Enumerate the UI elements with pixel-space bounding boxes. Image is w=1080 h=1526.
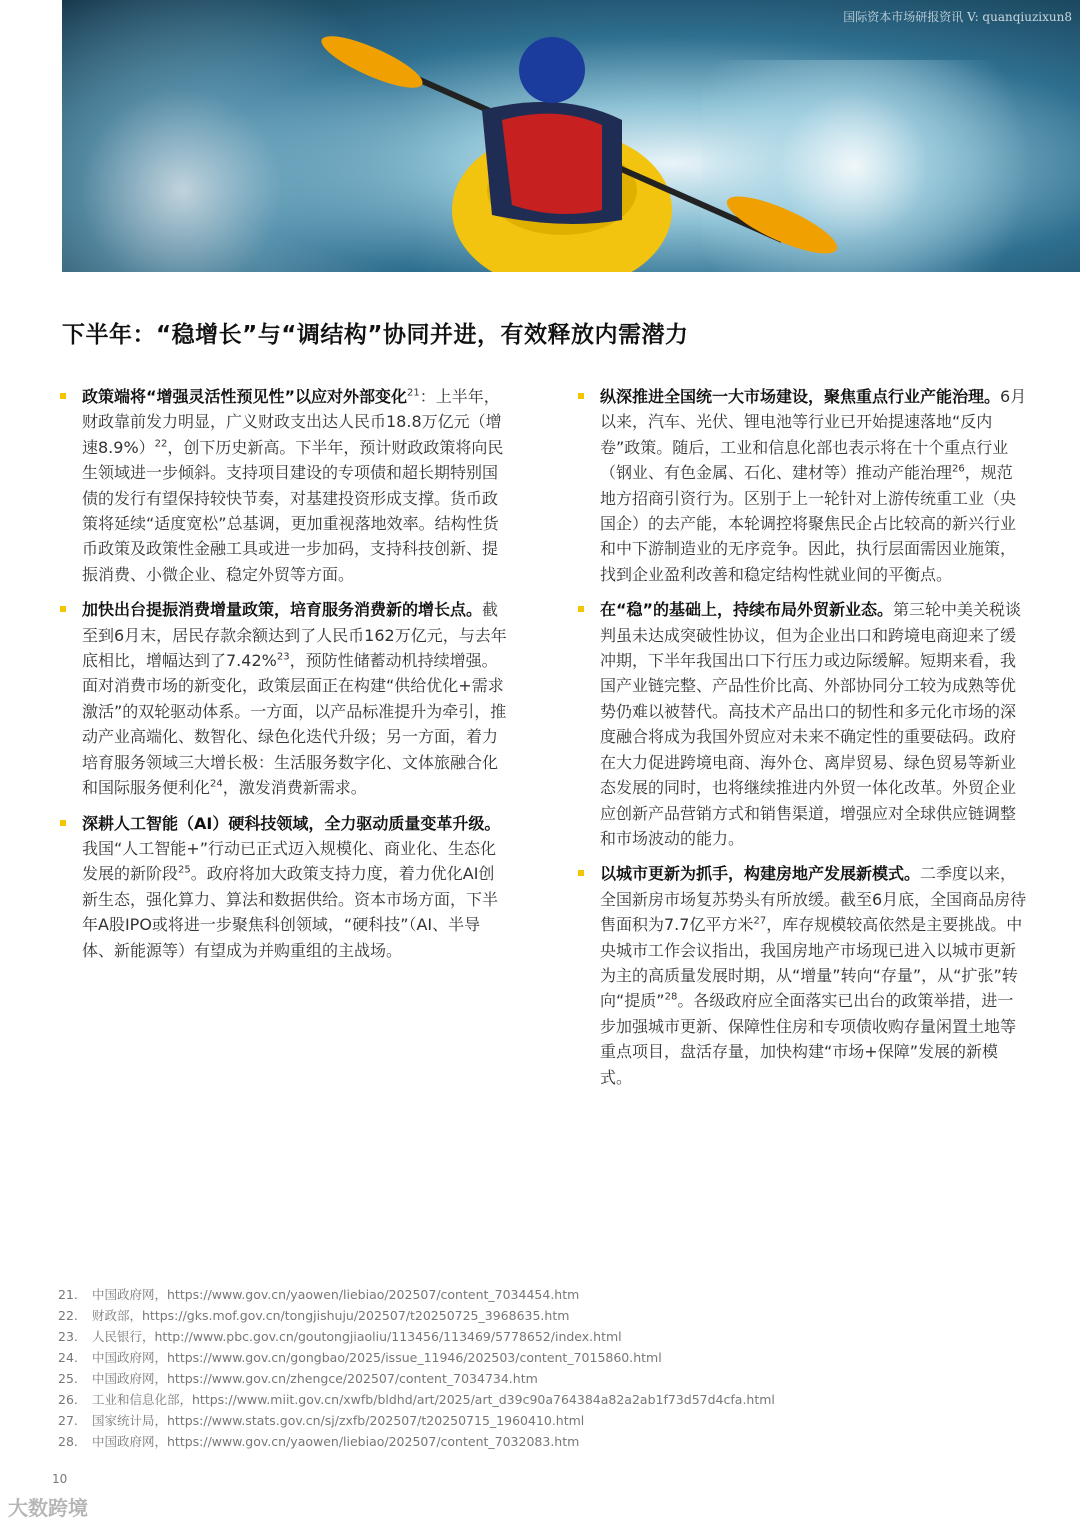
item-body: 我国“人工智能+”行动已正式迈入规模化、商业化、生态化发展的新阶段 <box>82 838 496 884</box>
item-lead: 深耕人工智能（AI）硬科技领域，全力驱动质量变革升级。 <box>82 813 501 833</box>
footnote-link[interactable]: 中国政府网，https://www.gov.cn/gongbao/2025/issue_11946/202503/content_7015860.html <box>92 1350 662 1365</box>
footnote-number: 26. <box>58 1392 78 1407</box>
item-body: 。政府将加大政策支持力度，着力优化AI创新生态，强化算力、算法和数据供给。资本市场方面，下半年A股IPO或将进一步聚焦科创领域，“硬科技”（AI、半导体、新能源等）有望成为并购重组的主战场。 <box>82 864 499 960</box>
left-column <box>60 384 510 973</box>
footnote-ref: 24 <box>210 778 223 790</box>
item-body: ，规范地方招商引资行为。区别于上一轮针对上游传统重工业（央国企）的去产能，本轮调控将聚焦民企占比较高的新兴行业和中下游制造业的无序竞争。因此，执行层面需因业施策，找到企业盈利改善和稳定结构性就业间的平衡点。 <box>600 463 1017 584</box>
right-column <box>578 384 1028 1100</box>
footnote <box>58 1389 775 1410</box>
footnote-ref: 25 <box>178 864 191 876</box>
footnote-link[interactable]: 中国政府网，https://www.gov.cn/yaowen/liebiao/202507/content_7034454.htm <box>92 1287 580 1302</box>
bullet-marker <box>60 393 66 399</box>
hero-image-kayaker <box>62 0 1080 272</box>
footnote-ref: 22 <box>154 438 168 450</box>
footnote-link[interactable]: 工业和信息化部，https://www.miit.gov.cn/xwfb/bldhd/art/2025/art_d39c90a764384a82a2ab1f73d57d4cfa.html <box>92 1392 775 1407</box>
watermark: 国际资本市场研报资讯 V: quanqiuzixun8 <box>843 10 1072 24</box>
footnote <box>58 1347 775 1368</box>
section-title: 下半年：“稳增长”与“调结构”协同并进，有效释放内需潜力 <box>62 322 689 348</box>
item-lead: 加快出台提振消费增量政策，培育服务消费新的增长点。 <box>82 600 483 620</box>
footnote-ref: 27 <box>753 915 767 927</box>
bullet-marker <box>578 870 584 876</box>
footnote <box>58 1368 775 1389</box>
footnote-link[interactable]: 国家统计局，https://www.stats.gov.cn/sj/zxfb/202507/t20250715_1960410.html <box>92 1413 585 1428</box>
page-number: 10 <box>52 1472 68 1486</box>
footnote-number: 27. <box>58 1413 78 1428</box>
footnote <box>58 1305 775 1326</box>
footnote-ref: 23 <box>276 651 290 663</box>
brand-watermark: 大数跨境 <box>8 1496 88 1520</box>
footnote-link[interactable]: 财政部，https://gks.mof.gov.cn/tongjishuju/202507/t20250725_3968635.htm <box>92 1308 570 1323</box>
item-body: 。各级政府应全面落实已出台的政策举措，进一步加强城市更新、保障性住房和专项债收购存量闲置土地等重点项目，盘活存量，加快构建“市场+保障”发展的新模式。 <box>600 991 1017 1087</box>
footnote-number: 21. <box>58 1287 78 1302</box>
footnote-number: 28. <box>58 1434 78 1449</box>
item-body: ，预防性储蓄动机持续增强。面对消费市场的新变化，政策层面正在构建“供给优化+需求激活”的双轮驱动体系。一方面，以产品标准提升为牵引，推动产业高端化、数智化、绿色化迭代升级；另一方面，着力培育服务领域三大增长极：生活服务数字化、文体旅融合化和国际服务便利化 <box>82 651 507 798</box>
footnote <box>58 1284 775 1305</box>
footnote <box>58 1326 775 1347</box>
item-body: 二季度以来，全国新房市场复苏势头有所放缓。截至6月底，全国商品房待售面积为7.7亿平方米 <box>600 864 1027 935</box>
item-lead: 纵深推进全国统一大市场建设，聚焦重点行业产能治理。 <box>600 387 1001 406</box>
bullet-marker <box>578 393 584 399</box>
footnote-number: 24. <box>58 1350 78 1365</box>
item-lead: 以城市更新为抓手，构建房地产发展新模式。 <box>600 864 921 884</box>
footnote-ref: 21 <box>407 387 420 399</box>
footnote-number: 25. <box>58 1371 78 1386</box>
kayaker-illustration <box>62 0 1080 272</box>
item-body: ，创下历史新高。下半年，预计财政政策将向民生领域进一步倾斜。支持项目建设的专项债和超长期特别国债的发行有望保持较快节奏，对基建投资形成支撑。货币政策将延续“适度宽松”总基调，更加重视落地效率。结构性货币政策及政策性金融工具或进一步加码，支持科技创新、提振消费、小微企业、稳定外贸等方面。 <box>82 437 504 584</box>
item-body: 第三轮中美关税谈判虽未达成突破性协议，但为企业出口和跨境电商迎来了缓冲期，下半年我国出口下行压力或边际缓解。短期来看，我国产业链完整、产品性价比高、外部协同分工较为成熟等优势仍难以被替代。高技术产品出口的韧性和多元化市场的深度融合将成为我国外贸应对未来不确定性的重要砝码。政府在大力促进跨境电商、海外仓、离岸贸易、绿色贸易等新业态发展的同时，也将继续推进内外贸一体化改革。外贸企业应创新产品营销方式和销售渠道，增强应对全球供应链调整和市场波动的能力。 <box>600 600 1022 848</box>
item-body: ，库存规模较高依然是主要挑战。中央城市工作会议指出，我国房地产市场现已进入以城市更新为主的高质量发展时期，从“增量”转向“存量”，从“扩张”转向“提质” <box>600 915 1023 1011</box>
bullet-item <box>578 861 1028 1090</box>
footnote-number: 22. <box>58 1308 78 1323</box>
bullet-marker <box>60 820 66 826</box>
footnotes <box>58 1284 775 1452</box>
item-lead: 在“稳”的基础上，持续布局外贸新业态。 <box>600 600 894 620</box>
item-lead: 政策端将“增强灵活性预见性”以应对外部变化 <box>82 387 408 406</box>
item-body: ：上半年，财政靠前发力明显，广义财政支出达人民币18.8万亿元（增速8.9%） <box>82 387 502 457</box>
bullet-item <box>578 597 1028 851</box>
footnote-link[interactable]: 中国政府网，https://www.gov.cn/zhengce/202507/content_7034734.htm <box>92 1371 538 1386</box>
footnote-link[interactable]: 中国政府网，https://www.gov.cn/yaowen/liebiao/202507/content_7032083.htm <box>92 1434 580 1449</box>
bullet-marker <box>578 606 584 612</box>
footnote-link[interactable]: 人民银行，http://www.pbc.gov.cn/goutongjiaoliu/113456/113469/5778652/index.html <box>92 1329 622 1344</box>
bullet-item <box>60 384 510 587</box>
bullet-item <box>578 384 1028 587</box>
footnote <box>58 1431 775 1452</box>
footnote-number: 23. <box>58 1329 78 1344</box>
footnote <box>58 1410 775 1431</box>
item-body: 截至到6月末，居民存款余额达到了人民币162万亿元，与去年底相比，增幅达到了7.42% <box>82 600 507 671</box>
bullet-item <box>60 811 510 963</box>
bullet-marker <box>60 606 66 612</box>
item-body: 6月以来，汽车、光伏、锂电池等行业已开始提速落地“反内卷”政策。随后，工业和信息化部也表示将在十个重点行业（钢业、有色金属、石化、建材等）推动产能治理 <box>600 387 1027 483</box>
footnote-ref: 28 <box>664 992 678 1004</box>
bullet-item <box>60 597 510 800</box>
item-body: ，激发消费新需求。 <box>222 778 367 798</box>
footnote-ref: 26 <box>952 463 965 475</box>
